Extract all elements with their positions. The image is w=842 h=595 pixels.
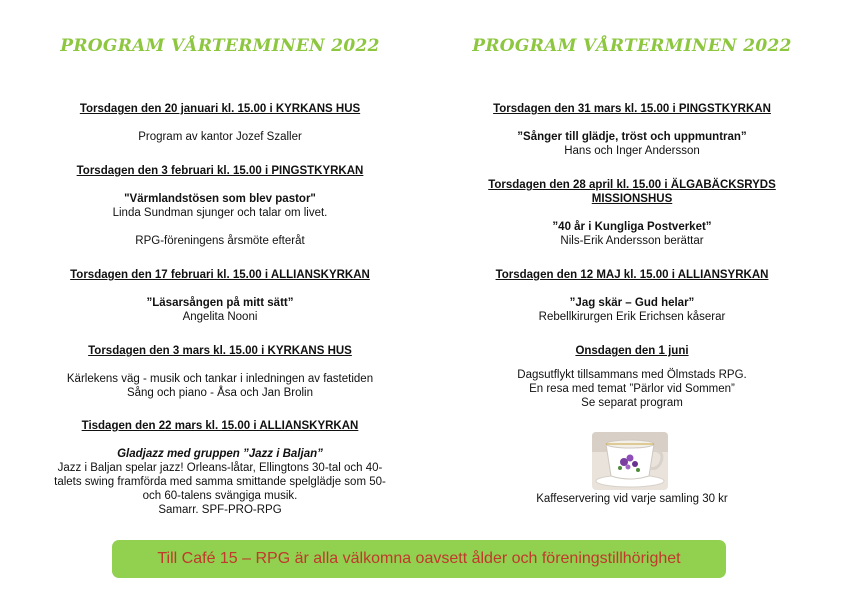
event-body [32, 372, 408, 400]
event-right-1 [452, 102, 812, 158]
event-date-line: Torsdagen den 28 april kl. 15.00 i ÄLGABÄCKSRYDS [488, 179, 776, 191]
event-date: Tisdagen den 22 mars kl. 15.00 i ALLIANSKYRKAN [81, 420, 359, 432]
right-column [452, 0, 812, 595]
event-line: Samarr. SPF-PRO-RPG [158, 504, 282, 516]
program-title-right: PROGRAM VÅRTERMINEN 2022 [472, 36, 792, 56]
event-line: RPG-föreningens årsmöte efteråt [135, 235, 305, 247]
event-date: Torsdagen den 12 MAJ kl. 15.00 i ALLIANSYRKAN [495, 269, 769, 281]
event-body [452, 130, 812, 158]
event-date: Torsdagen den 17 februari kl. 15.00 i ALLIANSKYRKAN [70, 269, 370, 281]
event-body [452, 368, 812, 410]
event-date: Onsdagen den 1 juni [575, 345, 689, 357]
event-left-1 [32, 102, 408, 144]
event-line: Hans och Inger Andersson [564, 145, 700, 157]
event-date: Torsdagen den 20 januari kl. 15.00 i KYRKANS HUS [79, 103, 361, 115]
event-line: ”Sånger till glädje, tröst och uppmuntran” [517, 131, 747, 143]
event-line: ”Jag skär – Gud helar” [569, 297, 695, 309]
event-body [32, 130, 408, 144]
event-date: Torsdagen den 3 mars kl. 15.00 i KYRKANS HUS [88, 345, 352, 357]
coffee-text: Kaffeservering vid varje samling 30 kr [536, 493, 728, 505]
event-line: talets swing framförda med samma smittande spelglädje som 50- [54, 476, 386, 488]
event-body [32, 296, 408, 324]
footer-banner: Till Café 15 – RPG är alla välkomna oavsett ålder och föreningstillhörighet [112, 540, 726, 578]
event-body [452, 220, 812, 248]
event-line: Program av kantor Jozef Szaller [138, 131, 302, 143]
event-body [452, 296, 812, 324]
event-line: En resa med temat ”Pärlor vid Sommen” [529, 383, 735, 395]
event-date-line: MISSIONSHUS [591, 193, 673, 205]
program-title-left: PROGRAM VÅRTERMINEN 2022 [60, 36, 380, 56]
left-column [32, 0, 408, 595]
event-left-4 [32, 344, 408, 400]
event-left-2 [32, 164, 408, 248]
event-line: Kärlekens väg - musik och tankar i inledningen av fastetiden [66, 373, 374, 385]
event-body [32, 447, 408, 517]
event-right-3 [452, 268, 812, 324]
teacup-icon [592, 432, 668, 490]
event-date: Torsdagen den 31 mars kl. 15.00 i PINGSTKYRKAN [493, 103, 771, 115]
event-line: Dagsutflykt tillsammans med Ölmstads RPG. [517, 369, 747, 381]
event-date: Torsdagen den 3 februari kl. 15.00 i PINGSTKYRKAN [76, 165, 364, 177]
event-line: ”Läsarsången på mitt sätt” [146, 297, 294, 309]
event-line: Nils-Erik Andersson berättar [560, 235, 704, 247]
event-left-5 [32, 419, 408, 517]
event-left-3 [32, 268, 408, 324]
event-line: Jazz i Baljan spelar jazz! Orleans-låtar, Ellingtons 30-tal och 40- [57, 462, 383, 474]
event-line: Linda Sundman sjunger och talar om livet. [112, 207, 328, 219]
event-line: "Värmlandstösen som blev pastor" [124, 193, 316, 205]
event-line: Angelita Nooni [182, 311, 258, 323]
event-body [32, 192, 408, 248]
event-line: Rebellkirurgen Erik Erichsen kåserar [538, 311, 726, 323]
event-line: Sång och piano - Åsa och Jan Brolin [126, 387, 314, 399]
event-line: och 60-talens svängiga musik. [142, 490, 298, 502]
event-line: Se separat program [581, 397, 683, 409]
event-right-2 [452, 178, 812, 248]
event-line: ”40 år i Kungliga Postverket” [552, 221, 712, 233]
coffee-note [452, 492, 812, 506]
event-right-4 [452, 344, 812, 410]
event-line: Gladjazz med gruppen ”Jazz i Baljan” [117, 448, 323, 460]
